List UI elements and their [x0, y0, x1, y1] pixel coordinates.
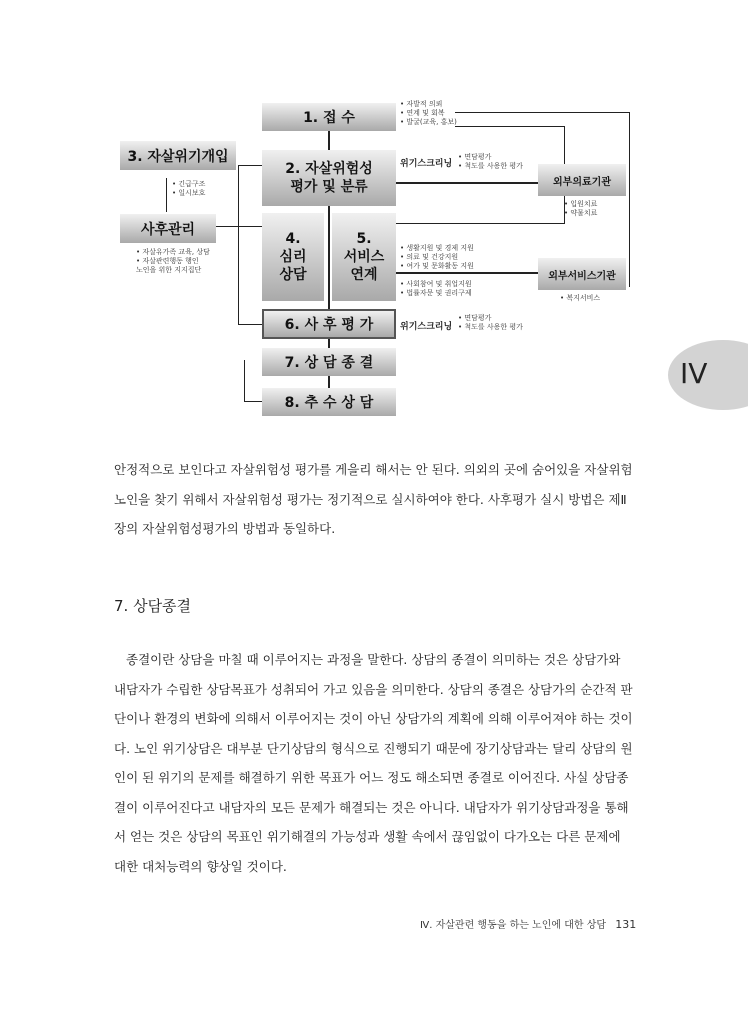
left-loop-line: [238, 165, 239, 325]
section-heading: 7. 상담종결: [114, 597, 192, 615]
step2-screening-label: 위기스크리닝: [400, 159, 453, 169]
step1-notes: • 자발적 의뢰 • 연계 및 회복 • 발굴(교육, 홍보): [400, 100, 457, 126]
step2-to-medical: [396, 182, 538, 184]
feedback-arrow-top: [455, 126, 565, 127]
aftercare-box: 사후관리: [120, 214, 216, 243]
aftercare-vertical: [166, 178, 167, 212]
paragraph-continued: 안정적으로 보인다고 자살위험성 평가를 게을리 해서는 안 된다. 의외의 곳에 숨어있을 자살위험 노인을 찾기 위해서 자살위험성 평가는 정기적으로 실시하여야 한다. 사후평가 실시 방법은 제Ⅱ장의 자살위험성평가의 방법과 동일하다.: [114, 462, 633, 536]
step4-box: 4. 심리 상담: [262, 213, 324, 301]
step1-box: 1. 접 수: [262, 103, 396, 131]
step5-notes-top: • 생활지원 및 경제 지원 • 의료 및 건강지원 • 여가 및 문화활동 지원: [400, 244, 474, 270]
footer: [420, 916, 636, 931]
footer-title: Ⅳ. 자살관련 행동을 하는 노인에 대한 상담: [420, 920, 607, 931]
aftercare-notes: • 자살유가족 교육, 상담 • 자살관련행동 행인 노인을 위한 지지집단: [136, 248, 210, 274]
step6-screening-label: 위기스크리닝: [400, 322, 453, 332]
step6-box: 6. 사 후 평 가: [262, 309, 396, 339]
step8-loop-line: [244, 360, 245, 402]
chapter-tab-label: IV: [680, 357, 708, 390]
ext-service-box: 외부서비스기관: [538, 258, 626, 290]
step6-screening-notes: • 면담평가 • 척도를 사용한 평가: [458, 314, 523, 331]
medical-back: [396, 223, 564, 224]
step3-box: 3. 자살위기개입: [120, 141, 236, 170]
step7-box: 7. 상 담 종 결: [262, 348, 396, 376]
step5-box: 5. 서비스 연계: [332, 213, 396, 301]
medical-notes: • 입원치료 • 약물치료: [564, 200, 598, 217]
step5-to-service: [396, 272, 538, 274]
feedback-right: [629, 112, 630, 287]
aftercare-to-step4: [216, 226, 262, 227]
step2-box: 2. 자살위험성 평가 및 분류: [262, 150, 396, 206]
step3-to-step2: [238, 165, 262, 166]
step8-loop-bottom: [244, 401, 262, 402]
ext-medical-box: 외부의료기관: [538, 164, 626, 196]
page-number: 131: [615, 918, 637, 931]
step3-notes: • 긴급구조 • 일시보호: [172, 180, 206, 197]
service-note: • 복지서비스: [560, 294, 601, 302]
step2-screening-notes: • 면담평가 • 척도를 사용한 평가: [458, 153, 523, 170]
step5-notes-bottom: • 사회참여 및 취업지원 • 법률자문 및 권리구제: [400, 280, 472, 297]
step8-box: 8. 추 수 상 담: [262, 388, 396, 416]
left-loop-bottom: [238, 324, 262, 325]
paragraph-termination: 종결이란 상담을 마칠 때 이루어지는 과정을 말한다. 상담의 종결이 의미하는 것은 상담가와 내담자가 수립한 상담목표가 성취되어 가고 있음을 의미한다. 상담의 종결은 상담가의 순간적 판단이나 환경의 변화에 의해서 이루어지는 것이 아닌 상담가의 계획에 의해 이루어져야 하는 것이다. 노인 위기상담은 대부분 단기상담의 형식으로 진행되기 때문에 장기상담과는 달리 상담의 원인이 된 위기의 문제를 해결하기 위한 목표가 어느 정도 해소되면 종결로 이어진다. 사실 상담종결이 이루어진다고 내담자의 모든 문제가 해결되는 것은 아니다. 내담자가 위기상담과정을 통해서 얻는 것은 상담의 목표인 위기해결의 가능성과 생활 속에서 끊임없이 다가오는 다른 문제에 대한 대처능력의 향상일 것이다.: [114, 652, 633, 874]
feedback-vert2: [564, 126, 565, 164]
feedback-top: [455, 112, 630, 113]
